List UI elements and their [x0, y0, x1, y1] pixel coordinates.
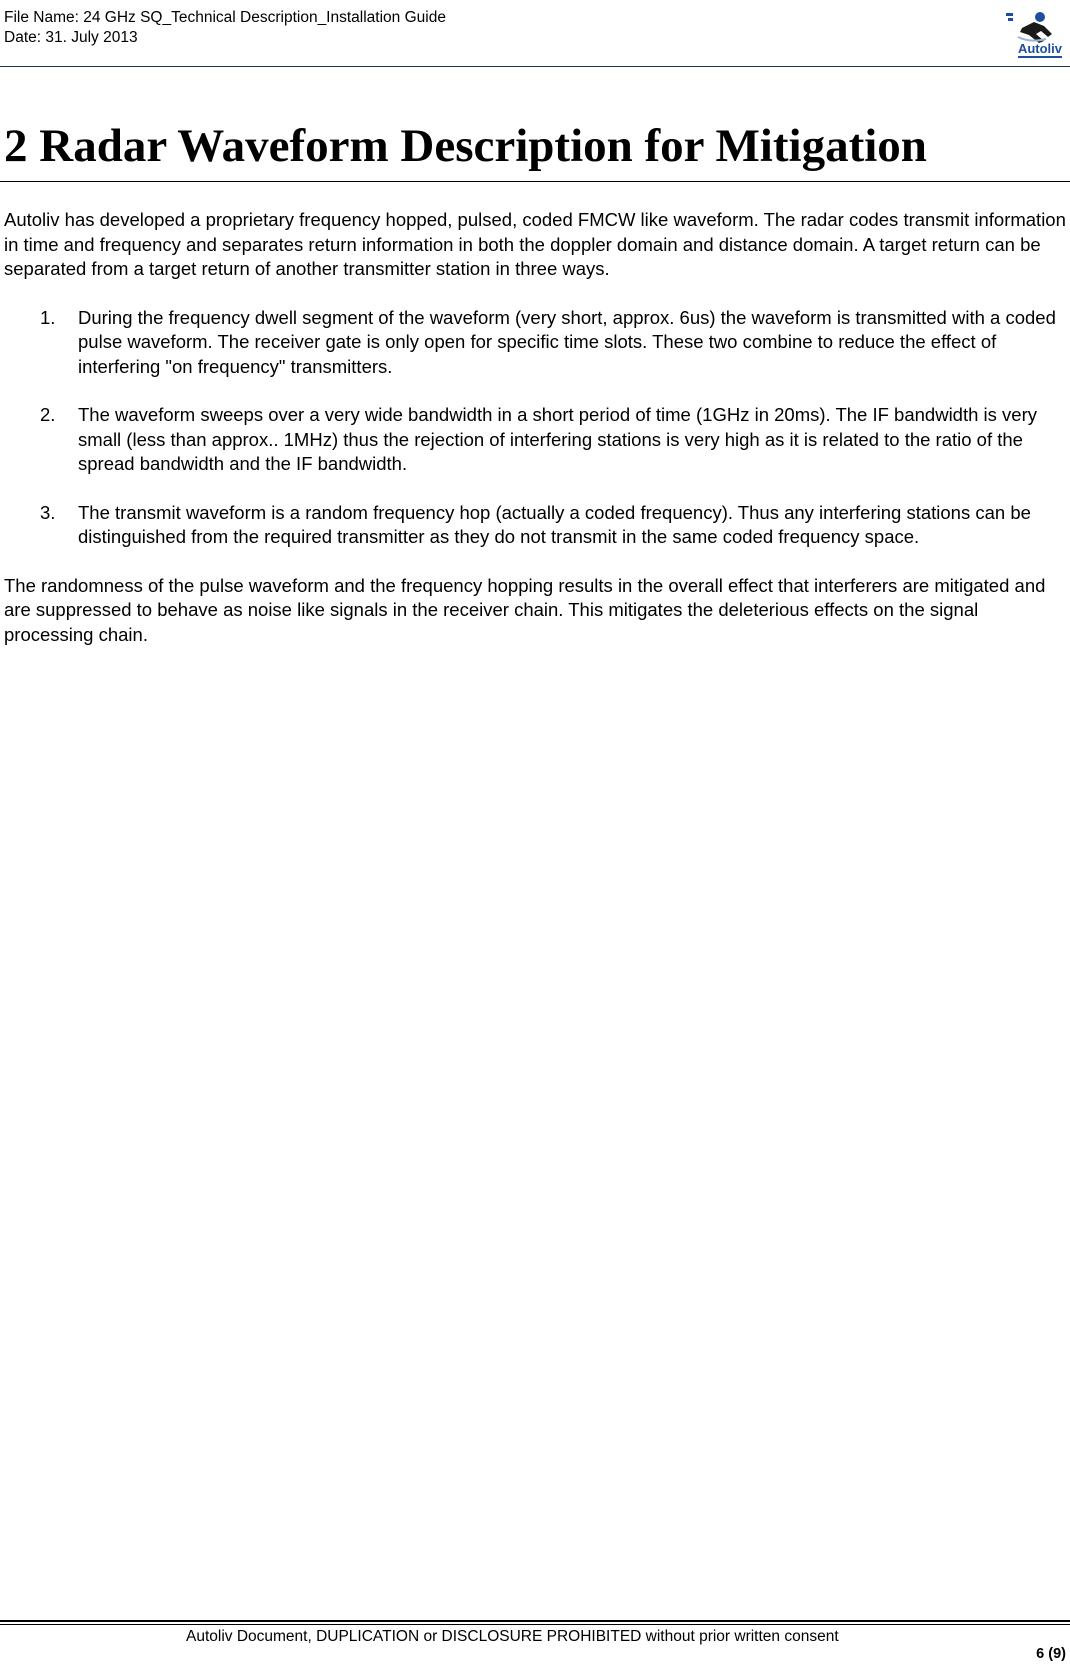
- heading-underline: [0, 181, 1070, 182]
- confidentiality-notice: Autoliv Document, DUPLICATION or DISCLOSURE PROHIBITED without prior written consent: [186, 1628, 839, 1645]
- footer-divider-thick: [0, 1620, 1070, 1622]
- autoliv-logo: [1000, 10, 1062, 60]
- list-number: 3.: [40, 501, 56, 523]
- document-header: [4, 8, 1066, 66]
- section-heading: 2 Radar Waveform Description for Mitigation: [4, 120, 927, 172]
- page-number: 6 (9): [1036, 1646, 1066, 1662]
- list-item: [4, 306, 1068, 380]
- autoliv-figure-icon: [1000, 10, 1062, 44]
- list-number: 1.: [40, 306, 56, 328]
- list-text: The waveform sweeps over a very wide bandwidth in a short period of time (1GHz in 20ms). The IF bandwidth is very small (less than approx.. 1MHz) thus the rejection of interfering stations is very high as it is related to the ratio of the spread bandwidth and the IF bandwidth.: [78, 404, 1037, 474]
- footer-divider-thin: [0, 1624, 1070, 1625]
- section-body: [4, 208, 1068, 647]
- header-divider: [0, 66, 1070, 67]
- mitigation-list: [4, 306, 1068, 550]
- closing-paragraph: The randomness of the pulse waveform and the frequency hopping results in the overall effect that interferers are mitigated and are suppressed to behave as noise like signals in the receiver chain. This mitigates the deleterious effects on the signal processing chain.: [4, 574, 1046, 645]
- list-text: During the frequency dwell segment of the waveform (very short, approx. 6us) the waveform is transmitted with a coded pulse waveform. The receiver gate is only open for specific time slots. These two combine to reduce the effect of interfering "on frequency" transmitters.: [78, 306, 1056, 377]
- list-item: [4, 501, 1068, 550]
- intro-paragraph: Autoliv has developed a proprietary frequency hopped, pulsed, coded FMCW like waveform. The radar codes transmit information in time and frequency and separates return information in both the doppler domain and distance domain. A target return can be separated from a target return of another transmitter station in three ways.: [4, 209, 1066, 279]
- autoliv-logo-text: Autoliv: [1017, 41, 1062, 56]
- file-name: File Name: 24 GHz SQ_Technical Description_Installation Guide: [4, 9, 446, 26]
- document-date: Date: 31. July 2013: [4, 29, 138, 46]
- list-number: 2.: [40, 404, 56, 425]
- list-item: [4, 403, 1068, 477]
- list-text: The transmit waveform is a random frequency hop (actually a coded frequency). Thus any interfering stations can be distinguished from the required transmitter as they do not transmit in the same coded frequency space.: [78, 501, 1031, 547]
